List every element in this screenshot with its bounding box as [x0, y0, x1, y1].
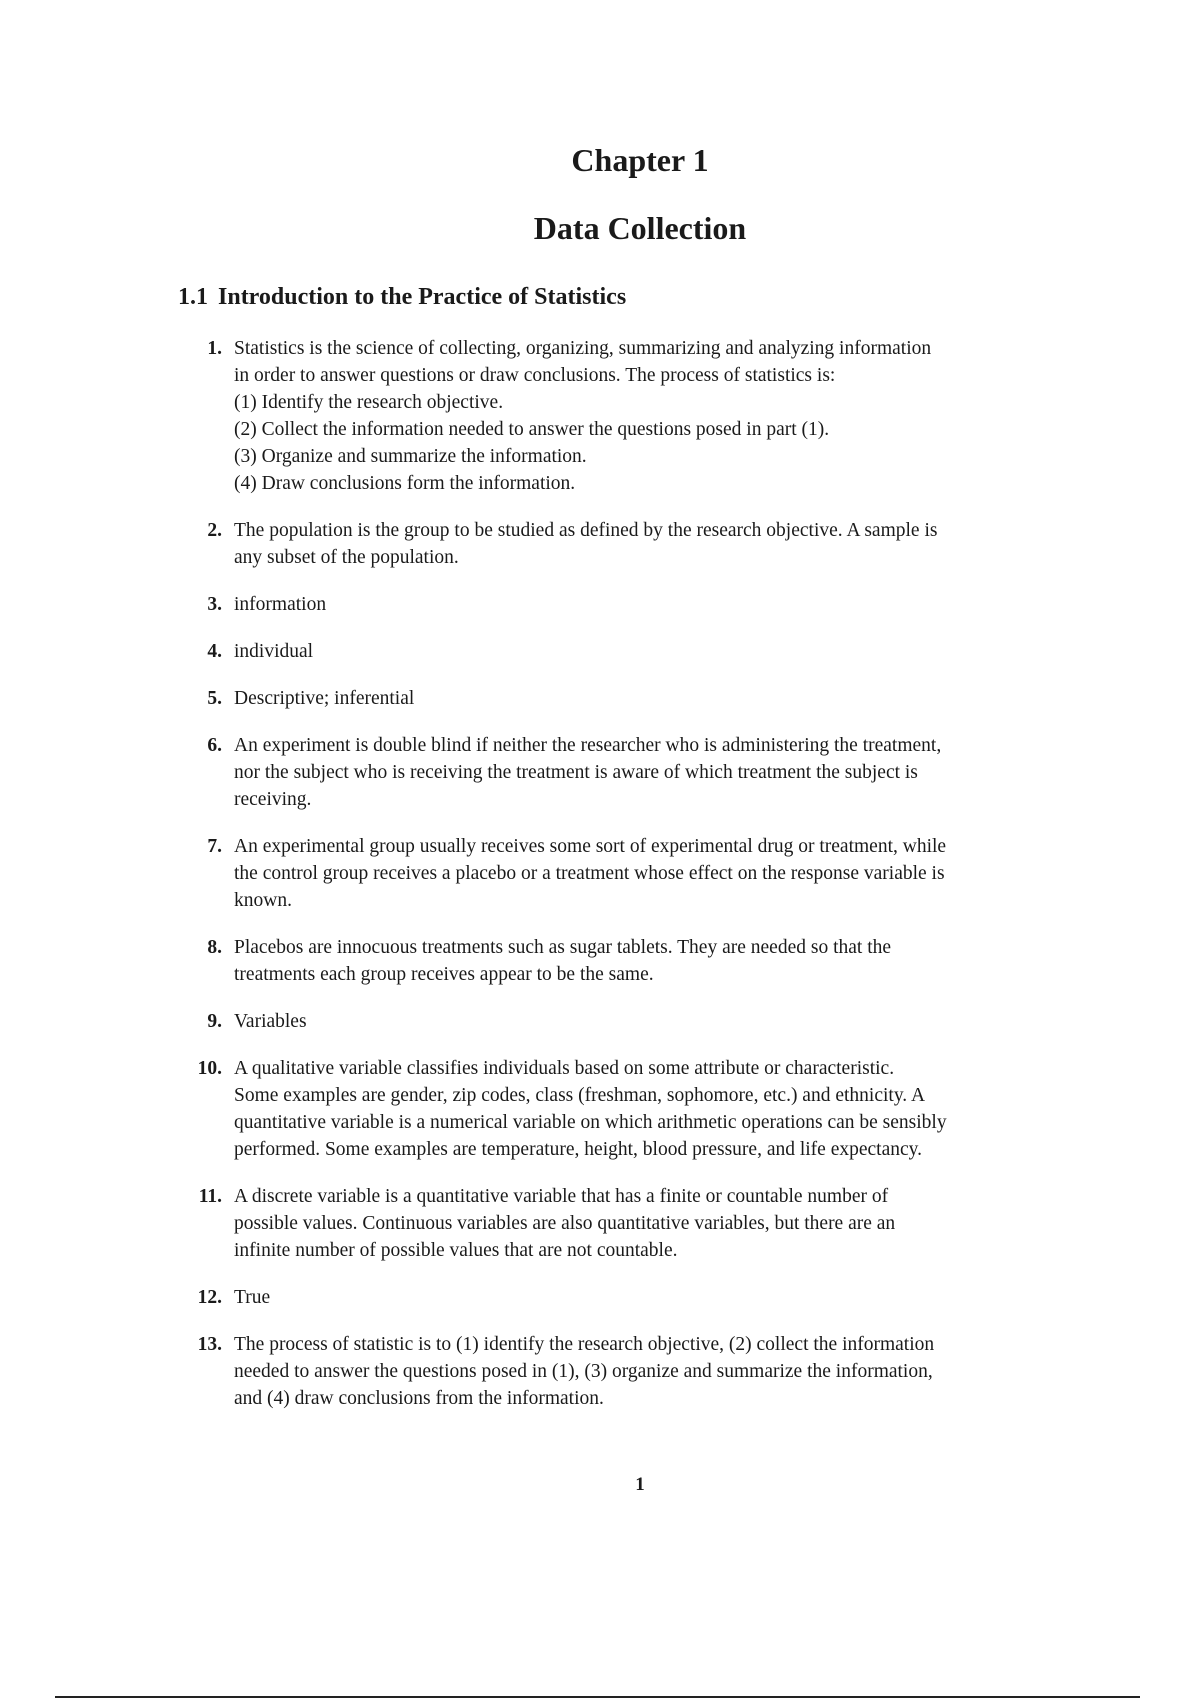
answer-line: receiving. — [234, 789, 312, 810]
answer-line: A discrete variable is a quantitative variable that has a finite or countable number of — [234, 1186, 889, 1207]
answer-line: Some examples are gender, zip codes, class (freshman, sophomore, etc.) and ethnicity. A — [234, 1085, 926, 1106]
answer-number: 13. — [197, 1334, 222, 1355]
process-step: (2) Collect the information needed to answer the questions posed in part (1). — [234, 419, 830, 440]
answer-number: 2. — [207, 520, 222, 541]
answer-line: infinite number of possible values that are not countable. — [234, 1240, 678, 1261]
process-step: (4) Draw conclusions form the information. — [234, 473, 576, 494]
section-title: Introduction to the Practice of Statistics — [218, 284, 627, 310]
answer-item-1 — [188, 335, 1108, 497]
answer-item-13 — [188, 1331, 1108, 1412]
answer-text — [234, 517, 1108, 571]
answer-item-11 — [188, 1183, 1108, 1264]
answer-number: 3. — [207, 594, 222, 615]
answer-line: An experiment is double blind if neither the researcher who is administering the treatment, — [234, 735, 942, 756]
answer-line: any subset of the population. — [234, 547, 459, 568]
answer-text — [234, 1008, 1108, 1035]
answer-line: Descriptive; inferential — [234, 688, 415, 709]
answer-item-8 — [188, 934, 1108, 988]
answer-text — [234, 591, 1108, 618]
answer-line: in order to answer questions or draw conclusions. The process of statistics is: — [234, 365, 836, 386]
answer-text — [234, 1284, 1108, 1311]
footer-divider — [55, 1696, 1140, 1698]
answer-line: the control group receives a placebo or a treatment whose effect on the response variable is — [234, 863, 945, 884]
answer-line: needed to answer the questions posed in (1), (3) organize and summarize the information, — [234, 1361, 933, 1382]
answer-number: 6. — [207, 735, 222, 756]
answer-item-5 — [188, 685, 1108, 712]
answer-number: 1. — [207, 338, 222, 359]
answer-line: Statistics is the science of collecting, organizing, summarizing and analyzing information — [234, 338, 932, 359]
page-number: 1 — [635, 1474, 645, 1495]
chapter-title: Chapter 1 — [571, 142, 709, 178]
process-steps — [234, 389, 1108, 497]
answer-number: 4. — [207, 641, 222, 662]
process-step: (3) Organize and summarize the information. — [234, 446, 587, 467]
answer-number: 7. — [207, 836, 222, 857]
answer-item-6 — [188, 732, 1108, 813]
answer-line: performed. Some examples are temperature, height, blood pressure, and life expectancy. — [234, 1139, 923, 1160]
answer-number: 8. — [207, 937, 222, 958]
answer-number: 5. — [207, 688, 222, 709]
answer-number: 11. — [198, 1186, 222, 1207]
section-number: 1.1 — [178, 284, 208, 310]
answer-line: An experimental group usually receives some sort of experimental drug or treatment, while — [234, 836, 947, 857]
answer-text — [234, 335, 1108, 497]
answer-number: 12. — [197, 1287, 222, 1308]
answer-line: quantitative variable is a numerical variable on which arithmetic operations can be sensibly — [234, 1112, 947, 1133]
answer-text — [234, 685, 1108, 712]
answer-line: possible values. Continuous variables are also quantitative variables, but there are an — [234, 1213, 896, 1234]
chapter-subtitle: Data Collection — [533, 210, 747, 246]
answer-line: Variables — [234, 1011, 307, 1032]
answer-item-7 — [188, 833, 1108, 914]
answer-text — [234, 934, 1108, 988]
answer-line: The process of statistic is to (1) identify the research objective, (2) collect the information — [234, 1334, 935, 1355]
answer-item-9 — [188, 1008, 1108, 1035]
answer-text — [234, 1183, 1108, 1264]
answer-text — [234, 1055, 1108, 1163]
answer-line: individual — [234, 641, 314, 662]
answer-number: 10. — [197, 1058, 222, 1079]
answer-line: treatments each group receives appear to be the same. — [234, 964, 654, 985]
answer-item-4 — [188, 638, 1108, 665]
answer-line: A qualitative variable classifies individuals based on some attribute or characteristic. — [234, 1058, 895, 1079]
answer-line: information — [234, 594, 327, 615]
answer-text — [234, 833, 1108, 914]
answer-line: and (4) draw conclusions from the information. — [234, 1388, 604, 1409]
answer-item-12 — [188, 1284, 1108, 1311]
answer-item-10 — [188, 1055, 1108, 1163]
answer-number: 9. — [207, 1011, 222, 1032]
answer-line: nor the subject who is receiving the treatment is aware of which treatment the subject is — [234, 762, 918, 783]
answer-line: True — [234, 1287, 271, 1308]
answer-text — [234, 732, 1108, 813]
answer-line: The population is the group to be studied as defined by the research objective. A sample is — [234, 520, 938, 541]
answer-line: Placebos are innocuous treatments such as sugar tablets. They are needed so that the — [234, 937, 892, 958]
answer-item-3 — [188, 591, 1108, 618]
section-heading — [178, 284, 626, 311]
answer-line: known. — [234, 890, 292, 911]
process-step: (1) Identify the research objective. — [234, 392, 504, 413]
answer-list — [188, 335, 1108, 1432]
answer-text — [234, 1331, 1108, 1412]
answer-item-2 — [188, 517, 1108, 571]
answer-text — [234, 638, 1108, 665]
